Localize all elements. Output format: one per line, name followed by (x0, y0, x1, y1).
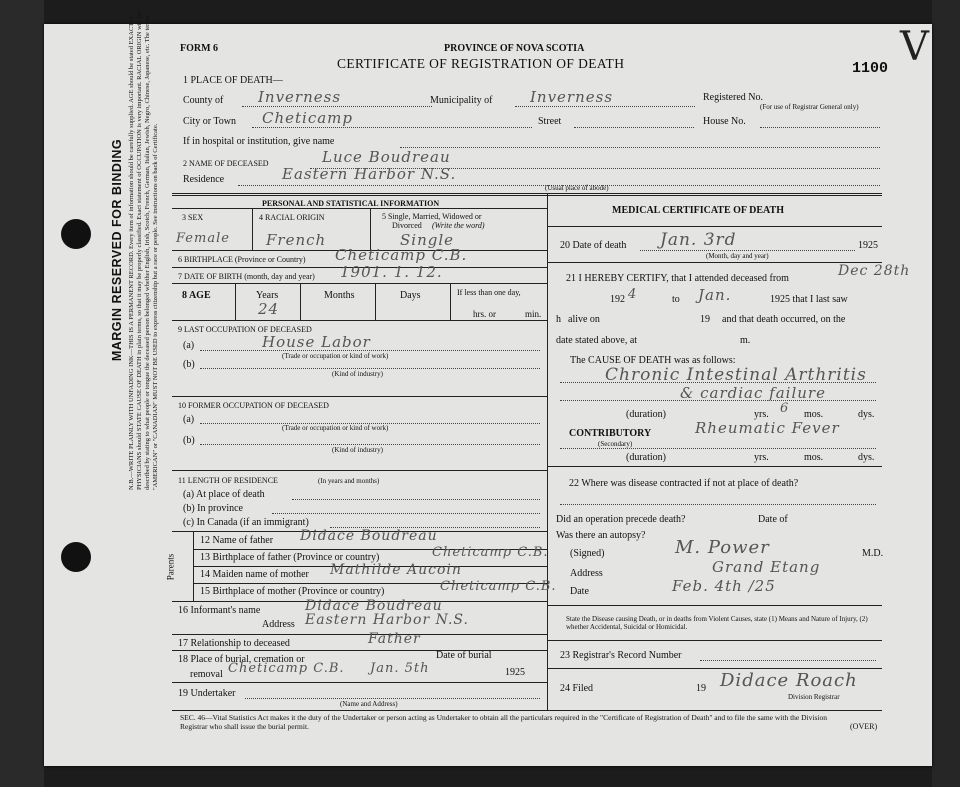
margin-title: MARGIN RESERVED FOR BINDING (110, 138, 124, 362)
rule-filed (547, 668, 882, 669)
physician-date-label: Date (570, 586, 589, 597)
city-label: City or Town (183, 116, 237, 127)
house-line (760, 127, 880, 128)
last-occ-a: (a) (183, 340, 195, 351)
scan-edge-right (932, 0, 960, 787)
certify-19: 19 (700, 314, 710, 325)
cause-value-2: & cardiac failure (680, 384, 826, 402)
certify-to: to (672, 294, 680, 305)
death-date-note: (Month, day and year) (706, 252, 769, 260)
burial-place-value: Cheticamp C.B. (228, 661, 345, 676)
autopsy-label: Was there an autopsy? (556, 530, 646, 541)
father-birthplace-value: Cheticamp C.B. (432, 545, 549, 560)
former-occ-line-b (200, 444, 540, 445)
rule-former (172, 396, 547, 397)
house-label: House No. (703, 116, 746, 127)
birthplace-value: Cheticamp C.B. (335, 246, 468, 264)
footer-over: (OVER) (850, 722, 878, 731)
mother-birthplace-label: 15 Birthplace of mother (Province or country) (200, 586, 385, 597)
last-occ-label: 9 LAST OCCUPATION OF DECEASED (178, 325, 312, 334)
undertaker-note: (Name and Address) (340, 700, 398, 708)
rule-sex (252, 208, 253, 250)
rule-note (547, 605, 882, 606)
certificate-title: CERTIFICATE OF REGISTRATION OF DEATH (337, 56, 625, 71)
rule-q22 (547, 466, 882, 467)
municipality-value: Inverness (530, 88, 614, 106)
marital-note: (Write the word) (432, 221, 485, 230)
death-date-line (640, 250, 855, 251)
rule-residence (172, 470, 547, 471)
check-mark: V (900, 24, 930, 70)
certify-h: h (556, 314, 561, 325)
less-than-day-label: If less than one day, (457, 288, 521, 297)
certify-line-1: 21 I HEREBY CERTIFY, that I attended deceased from (566, 273, 789, 284)
deceased-name-label: 2 NAME OF DECEASED (183, 159, 269, 168)
physician-address-value: Grand Etang (712, 558, 821, 576)
sex-value: Female (176, 231, 230, 246)
racial-label: 4 RACIAL ORIGIN (259, 213, 325, 222)
mother-label: 14 Maiden name of mother (200, 569, 309, 580)
duration-value: 6 (780, 401, 790, 416)
years-value: 24 (258, 300, 280, 318)
rule-record (547, 640, 882, 641)
county-line (242, 106, 432, 107)
death-date-value: Jan. 3rd (660, 230, 737, 250)
father-value: Didace Boudreau (300, 528, 438, 544)
dob-value: 1901. 1. 12. (340, 263, 443, 281)
marital-label-1: 5 Single, Married, Widowed or (382, 212, 482, 221)
rule-medical (547, 226, 882, 227)
at-place-label: (a) At place of death (183, 489, 265, 500)
former-occ-trade-note: (Trade or occupation or kind of work) (282, 424, 389, 432)
filed-label: 24 Filed (560, 683, 594, 694)
last-occ-line-b (200, 368, 540, 369)
certify-year1: 4 (628, 287, 638, 302)
residence-value: Eastern Harbor N.S. (282, 165, 457, 183)
informant-value: Didace Boudreau (305, 598, 443, 614)
city-value: Cheticamp (262, 109, 354, 127)
last-occ-b: (b) (183, 359, 195, 370)
undertaker-line (245, 698, 540, 699)
yrs-label-2: yrs. (754, 452, 769, 463)
hrs-label: hrs. or (473, 309, 496, 319)
father-label: 12 Name of father (200, 535, 274, 546)
signed-label: (Signed) (570, 548, 605, 559)
province-heading: PROVINCE OF NOVA SCOTIA (444, 43, 585, 54)
table-bottom-rule (172, 710, 882, 711)
binding-margin (110, 0, 160, 510)
deceased-name-value: Luce Boudreau (322, 148, 451, 166)
mother-value: Mathilde Aucoin (330, 562, 462, 578)
street-line (574, 127, 694, 128)
burial-date-value: Jan. 5th (370, 661, 430, 676)
filed-signature: Didace Roach (720, 670, 858, 691)
rule-personal (172, 208, 547, 209)
former-occ-b: (b) (183, 435, 195, 446)
rule-undertaker (172, 682, 547, 683)
last-occ-trade-note: (Trade or occupation or kind of work) (282, 352, 389, 360)
racial-value: French (266, 231, 327, 249)
death-date-label: 20 Date of death (560, 240, 627, 251)
former-occ-label: 10 FORMER OCCUPATION OF DECEASED (178, 401, 329, 410)
in-province-line (272, 513, 540, 514)
contributory-value: Rheumatic Fever (695, 419, 840, 437)
municipality-line (515, 106, 695, 107)
hospital-label: If in hospital or institution, give name (183, 136, 335, 147)
undertaker-label: 19 Undertaker (178, 688, 236, 699)
personal-heading: PERSONAL AND STATISTICAL INFORMATION (262, 199, 440, 208)
contributory-label: CONTRIBUTORY (569, 428, 652, 439)
table-top-rule-2 (172, 195, 882, 196)
cause-label: The CAUSE OF DEATH was as follows: (570, 355, 736, 366)
sex-label: 3 SEX (182, 213, 204, 222)
death-year: 1925 (858, 240, 878, 251)
in-canada-label: (c) In Canada (if an immigrant) (183, 517, 309, 528)
certify-from-value: Dec 28th (838, 263, 911, 279)
certify-to-value: Jan. (698, 286, 732, 304)
certify-alive: alive on (568, 314, 600, 325)
parents-bracket (165, 538, 189, 600)
last-occ-industry-note: (Kind of industry) (332, 370, 383, 378)
birthplace-label: 6 BIRTHPLACE (Province or Country) (178, 255, 306, 264)
residence-note: (Usual place of abode) (545, 184, 609, 192)
informant-address-label: Address (262, 619, 295, 630)
record-number-label: 23 Registrar's Record Number (560, 650, 682, 661)
column-divider (547, 193, 548, 711)
certify-occurred: and that death occurred, on the (722, 314, 846, 325)
relationship-label: 17 Relationship to deceased (178, 638, 290, 649)
mos-label-2: mos. (804, 452, 824, 463)
duration-label-1: (duration) (626, 409, 666, 420)
hospital-line (400, 147, 880, 148)
marital-value: Single (400, 231, 455, 249)
mos-label-1: mos. (804, 409, 824, 420)
parents-label: Parents (165, 553, 176, 581)
form-number: FORM 6 (180, 43, 219, 54)
rule-relationship (172, 634, 547, 635)
rule-certify (547, 262, 882, 263)
certify-m: m. (740, 335, 751, 346)
signed-value: M. Power (675, 537, 770, 558)
age-label: 8 AGE (182, 290, 211, 301)
physician-address-label: Address (570, 568, 603, 579)
former-occ-industry-note: (Kind of industry) (332, 446, 383, 454)
record-line (700, 660, 876, 661)
dys-label-1: dys. (858, 409, 875, 420)
certify-1925: 1925 that I last saw (770, 294, 848, 305)
rule-age-3 (375, 283, 376, 320)
footer-text: SEC. 46—Vital Statistics Act makes it the duty of the Undertaker or person acting as Undertaker to obtain all the particulars required in the "Certificate of Registration of Death" and to file the same with the Division Registrar who shall issue the burial permit. (180, 713, 827, 731)
q22-label: 22 Where was disease contracted if not at place of death? (569, 478, 799, 489)
rule-age-2 (300, 283, 301, 320)
municipality-label: Municipality of (430, 95, 493, 106)
burial-date-label: Date of burial (436, 650, 492, 661)
punch-hole-bottom (61, 542, 91, 572)
former-occ-a: (a) (183, 414, 195, 425)
disease-note: State the Disease causing Death, or in deaths from Violent Causes, state (1) Means and Nature of Injury, (2) whether Accidental, Suicidal or Homicidal. (566, 615, 868, 631)
informant-address-value: Eastern Harbor N.S. (305, 612, 469, 628)
street-label: Street (538, 116, 562, 127)
division-registrar-note: Division Registrar (788, 693, 840, 701)
rule-race (370, 208, 371, 250)
informant-label: 16 Informant's name (178, 605, 261, 616)
md-label: M.D. (862, 548, 884, 559)
father-birthplace-label: 13 Birthplace of father (Province or country) (200, 552, 380, 563)
operation-label: Did an operation precede death? (556, 514, 686, 525)
table-top-rule (172, 193, 882, 194)
certificate-number: 1100 (852, 60, 889, 77)
marital-label-2: Divorced (392, 221, 422, 230)
cause-value-1: Chronic Intestinal Arthritis (605, 365, 867, 385)
punch-hole-top (61, 219, 91, 249)
contributory-line (560, 448, 876, 449)
in-province-label: (b) In province (183, 503, 243, 514)
burial-label-1: 18 Place of burial, cremation or (178, 654, 305, 665)
at-place-line (292, 499, 540, 500)
scan-edge-left (0, 0, 44, 787)
burial-year: 1925 (505, 667, 525, 678)
certify-line-4: date stated above, at (556, 335, 638, 346)
margin-notice: N.B.—WRITE PLAINLY WITH UNFADING INK—THIS IS A PERMANENT RECORD. Every item of information should be carefully supplied. AGE should be stated EXACTLY. PHYSICIANS should STATE CAUSE OF DEATH in plain terms, so that it may be properly classified. Exact statement of OCCUPATION is very important. RACIAL ORIGIN will be described by stating to what people or tongue the deceased person belonged whether English, Irish, Scotch, French, German, Italian, Jewish, Negro, Chinese, Japanese, etc. The terms "AMERICAN" or "CANADIAN" MUST NOT BE USED to express citizenship but a race or people. See instructions on back of Certificate. (128, 12, 159, 490)
residence-length-note: (In years and months) (318, 477, 380, 485)
months-label: Months (324, 290, 355, 301)
relationship-value: Father (368, 631, 421, 647)
registered-label: Registered No. (703, 92, 763, 103)
q22-line (560, 504, 876, 505)
filed-year: 19 (696, 683, 706, 694)
certify-192: 192 (610, 294, 625, 305)
rule-age (172, 283, 547, 284)
city-line (252, 127, 532, 128)
rule-age-1 (235, 283, 236, 320)
medical-heading: MEDICAL CERTIFICATE OF DEATH (612, 205, 784, 216)
yrs-label-1: yrs. (754, 409, 769, 420)
residence-label: Residence (183, 174, 225, 185)
burial-label-2: removal (190, 669, 223, 680)
date-of-label: Date of (758, 514, 788, 525)
mother-birthplace-value: Cheticamp C.B. (440, 579, 557, 594)
duration-label-2: (duration) (626, 452, 666, 463)
rule-occupation (172, 320, 547, 321)
place-of-death-heading: 1 PLACE OF DEATH— (183, 75, 283, 86)
registered-note: (For use of Registrar General only) (760, 103, 859, 111)
county-label: County of (183, 95, 224, 106)
residence-length-label: 11 LENGTH OF RESIDENCE (178, 476, 278, 485)
years-label: Years (256, 290, 279, 301)
secondary-note: (Secondary) (598, 440, 633, 448)
rule-age-4 (450, 283, 451, 320)
dob-label: 7 DATE OF BIRTH (month, day and year) (178, 272, 315, 281)
county-value: Inverness (258, 88, 342, 106)
last-occ-value: House Labor (262, 333, 371, 351)
physician-date-value: Feb. 4th /25 (672, 577, 776, 595)
min-label: min. (525, 309, 542, 319)
days-label: Days (400, 290, 421, 301)
dys-label-2: dys. (858, 452, 875, 463)
